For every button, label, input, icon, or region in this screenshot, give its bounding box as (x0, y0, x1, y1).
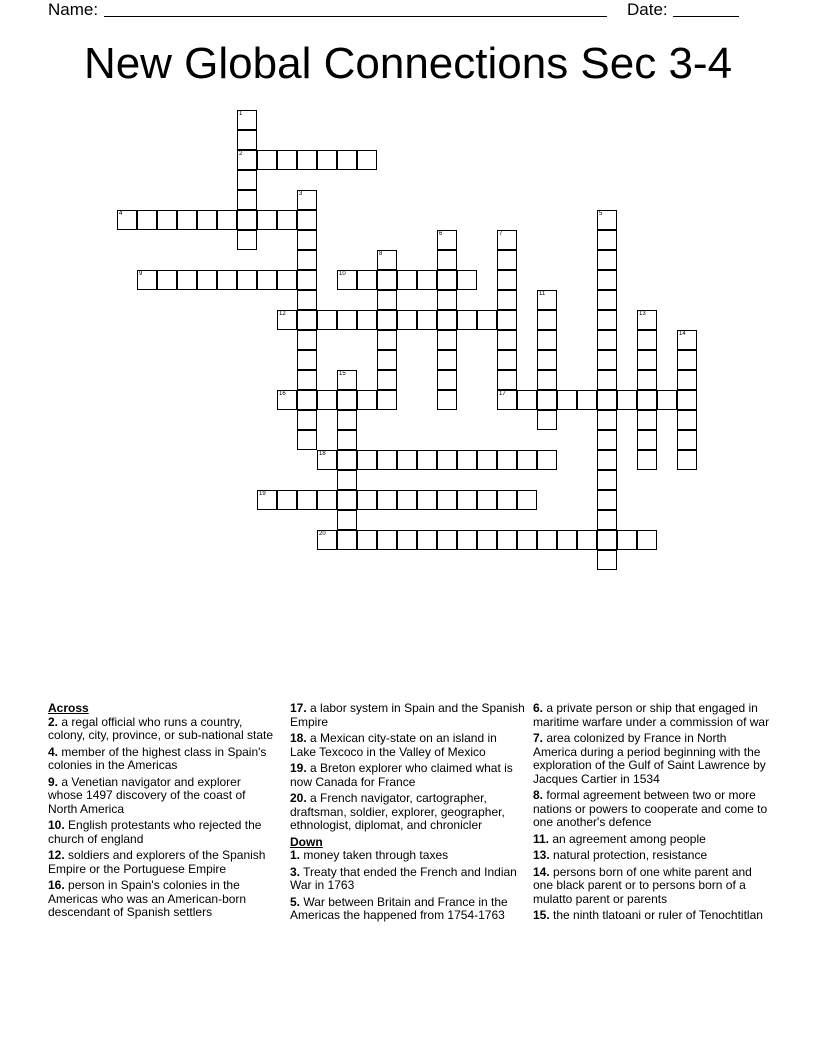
crossword-cell[interactable] (337, 310, 357, 330)
crossword-cell[interactable] (237, 170, 257, 190)
crossword-cell[interactable] (677, 370, 697, 390)
crossword-cell[interactable] (337, 410, 357, 430)
clue-down-7: 7. area colonized by France in North America during a period beginning with the exploration of the Gulf of Saint Lawrence by Jacques Cartier in 1534 (533, 731, 766, 786)
crossword-cell[interactable] (677, 390, 697, 410)
crossword-cell[interactable] (597, 550, 617, 570)
clue-down-14: 14. persons born of one white parent and one black parent or to persons born of a mulatto parent or parents (533, 864, 752, 906)
crossword-cell[interactable] (437, 350, 457, 370)
clue-down-6: 6. a private person or ship that engaged in maritime warfare under a commission of war (533, 701, 770, 729)
crossword-cell[interactable] (497, 310, 517, 330)
crossword-cell[interactable] (597, 230, 617, 250)
crossword-cell[interactable] (497, 250, 517, 270)
crossword-cell[interactable] (357, 390, 377, 410)
clue-down-1: 1. money taken through taxes (290, 848, 449, 862)
crossword-cell[interactable] (477, 450, 497, 470)
clue-down-13: 13. natural protection, resistance (533, 848, 708, 862)
crossword-cell[interactable] (597, 330, 617, 350)
crossword-cell[interactable] (337, 450, 357, 470)
clue-down-15: 15. the ninth tlatoani or ruler of Tenochtitlan (533, 908, 763, 922)
crossword-cell[interactable] (377, 310, 397, 330)
crossword-cell[interactable] (417, 450, 437, 470)
crossword-cell[interactable] (597, 290, 617, 310)
crossword-cell[interactable] (217, 210, 237, 230)
crossword-cell[interactable] (577, 530, 597, 550)
crossword-cell[interactable] (157, 270, 177, 290)
crossword-cell[interactable] (377, 350, 397, 370)
crossword-cell[interactable] (337, 470, 357, 490)
crossword-cell[interactable] (237, 130, 257, 150)
crossword-cell[interactable] (137, 270, 157, 290)
clue-number: 12 (279, 311, 286, 317)
crossword-cell[interactable] (237, 270, 257, 290)
clue-number: 14 (679, 331, 686, 337)
clue-across-17: 17. a labor system in Spain and the Spanish Empire (290, 701, 525, 729)
crossword-cell[interactable] (517, 390, 537, 410)
crossword-cell[interactable] (337, 490, 357, 510)
crossword-cell[interactable] (517, 490, 537, 510)
crossword-cell[interactable] (297, 390, 317, 410)
crossword-cell[interactable] (397, 530, 417, 550)
crossword-cell[interactable] (357, 150, 377, 170)
across-heading: Across (48, 701, 89, 715)
crossword-cell[interactable] (257, 270, 277, 290)
clue-across-20: 20. a French navigator, cartographer, draftsman, soldier, explorer, geographer, ethnologist, diplomat, and chronicler (290, 791, 505, 832)
crossword-cell[interactable] (597, 530, 617, 550)
crossword-cell[interactable] (277, 150, 297, 170)
crossword-cell[interactable] (197, 270, 217, 290)
clue-number: 1 (239, 111, 243, 117)
crossword-cell[interactable] (677, 430, 697, 450)
crossword-cell[interactable] (397, 310, 417, 330)
crossword-cell[interactable] (237, 150, 257, 170)
crossword-cell[interactable] (397, 270, 417, 290)
clue-down-5: 5. War between Britain and France in the Americas the happened from 1754-1763 (290, 894, 508, 922)
clue-number: 2 (239, 151, 243, 157)
crossword-cell[interactable] (137, 210, 157, 230)
clue-number: 15 (339, 371, 346, 377)
clue-across-12: 12. soldiers and explorers of the Spanish Empire or the Portuguese Empire (48, 848, 266, 876)
crossword-cell[interactable] (337, 370, 357, 390)
crossword-cell[interactable] (377, 290, 397, 310)
crossword-cell[interactable] (437, 310, 457, 330)
crossword-cell[interactable] (177, 270, 197, 290)
crossword-cell[interactable] (297, 190, 317, 210)
crossword-cell[interactable] (377, 370, 397, 390)
crossword-cell[interactable] (437, 370, 457, 390)
clue-number: 17 (499, 391, 506, 397)
crossword-cell[interactable] (437, 330, 457, 350)
crossword-cell[interactable] (577, 390, 597, 410)
crossword-cell[interactable] (477, 490, 497, 510)
crossword-cell[interactable] (537, 390, 557, 410)
crossword-cell[interactable] (377, 450, 397, 470)
crossword-cell[interactable] (537, 530, 557, 550)
crossword-cell[interactable] (657, 390, 677, 410)
crossword-cell[interactable] (217, 270, 237, 290)
crossword-cell[interactable] (197, 210, 217, 230)
crossword-cell[interactable] (497, 290, 517, 310)
crossword-cell[interactable] (337, 270, 357, 290)
crossword-cell[interactable] (457, 450, 477, 470)
crossword-cell[interactable] (457, 310, 477, 330)
crossword-cell[interactable] (397, 490, 417, 510)
crossword-cell[interactable] (297, 410, 317, 430)
crossword-cell[interactable] (437, 290, 457, 310)
crossword-cell[interactable] (297, 350, 317, 370)
crossword-cell[interactable] (597, 410, 617, 430)
crossword-cell[interactable] (497, 270, 517, 290)
clue-number: 4 (119, 211, 123, 217)
crossword-cell[interactable] (377, 330, 397, 350)
clue-across-18: 18. a Mexican city-state on an island in Lake Texcoco in the Valley of Mexico (290, 731, 497, 759)
clue-down-11: 11. an agreement among people (533, 831, 706, 846)
crossword-cell[interactable] (317, 530, 337, 550)
crossword-cell[interactable] (457, 270, 477, 290)
page-title: New Global Connections Sec 3-4 (83, 39, 733, 88)
crossword-cell[interactable] (317, 450, 337, 470)
date-label: Date: (627, 0, 668, 19)
crossword-cell[interactable] (257, 490, 277, 510)
clue-across-10: 10. English protestants who rejected the church of england (48, 818, 262, 846)
crossword-cell[interactable] (297, 490, 317, 510)
crossword-cell[interactable] (677, 410, 697, 430)
clue-number: 8 (379, 251, 383, 257)
crossword-cell[interactable] (277, 490, 297, 510)
crossword-cell[interactable] (397, 450, 417, 470)
crossword-cell[interactable] (337, 150, 357, 170)
clue-across-9: 9. a Venetian navigator and explorer whose 1497 discovery of the coast of North America (48, 774, 246, 816)
crossword-cell[interactable] (417, 310, 437, 330)
crossword-cell[interactable] (437, 530, 457, 550)
crossword-cell[interactable] (637, 390, 657, 410)
crossword-cell[interactable] (637, 450, 657, 470)
crossword-cell[interactable] (237, 190, 257, 210)
crossword-cell[interactable] (497, 330, 517, 350)
clue-number: 20 (319, 531, 326, 537)
crossword-cell[interactable] (597, 270, 617, 290)
crossword-cell[interactable] (297, 230, 317, 250)
crossword-cell[interactable] (437, 490, 457, 510)
crossword-cell[interactable] (297, 270, 317, 290)
crossword-cell[interactable] (537, 370, 557, 390)
crossword-cell[interactable] (317, 310, 337, 330)
clue-number: 19 (259, 491, 266, 497)
crossword-cell[interactable] (317, 150, 337, 170)
crossword-cell[interactable] (497, 490, 517, 510)
crossword-cell[interactable] (377, 270, 397, 290)
crossword-cell[interactable] (317, 490, 337, 510)
crossword-cell[interactable] (497, 350, 517, 370)
crossword-cell[interactable] (677, 330, 697, 350)
crossword-cell[interactable] (597, 450, 617, 470)
crossword-cell[interactable] (617, 390, 637, 410)
clue-number: 7 (499, 231, 503, 237)
crossword-cell[interactable] (597, 510, 617, 530)
crossword-cell[interactable] (297, 150, 317, 170)
crossword-cell[interactable] (437, 250, 457, 270)
crossword-cell[interactable] (497, 370, 517, 390)
crossword-cell[interactable] (537, 290, 557, 310)
crossword-cell[interactable] (417, 270, 437, 290)
crossword-cell[interactable] (637, 310, 657, 330)
crossword-cell[interactable] (597, 430, 617, 450)
crossword-cell[interactable] (557, 390, 577, 410)
crossword-cell[interactable] (337, 510, 357, 530)
crossword-cell[interactable] (637, 410, 657, 430)
crossword-cell[interactable] (637, 330, 657, 350)
crossword-cell[interactable] (257, 210, 277, 230)
crossword-cell[interactable] (597, 310, 617, 330)
clue-number: 11 (539, 291, 546, 297)
crossword-cell[interactable] (617, 530, 637, 550)
name-label: Name: (48, 0, 99, 19)
crossword-cell[interactable] (637, 530, 657, 550)
crossword-cell[interactable] (297, 210, 317, 230)
crossword-cell[interactable] (457, 490, 477, 510)
clue-across-2: 2. a regal official who runs a country, colony, city, province, or sub-national state (48, 714, 273, 742)
crossword-cell[interactable] (357, 490, 377, 510)
crossword-cell[interactable] (477, 310, 497, 330)
crossword-cell[interactable] (597, 470, 617, 490)
crossword-cell[interactable] (297, 290, 317, 310)
clue-number: 6 (439, 231, 443, 237)
crossword-cell[interactable] (277, 310, 297, 330)
crossword-cell[interactable] (297, 310, 317, 330)
crossword-cell[interactable] (597, 210, 617, 230)
crossword-cell[interactable] (297, 430, 317, 450)
down-heading: Down (290, 834, 323, 849)
crossword-cell[interactable] (297, 330, 317, 350)
clue-across-4: 4. member of the highest class in Spain's colonies in the Americas (48, 744, 267, 772)
crossword-cell[interactable] (177, 210, 197, 230)
crossword-cell[interactable] (277, 270, 297, 290)
clues-column-2 (290, 702, 526, 926)
clue-number: 3 (299, 191, 303, 197)
crossword-cell[interactable] (277, 390, 297, 410)
crossword-cell[interactable] (437, 390, 457, 410)
clue-number: 18 (319, 451, 326, 457)
crossword-cell[interactable] (597, 250, 617, 270)
crossword-cell[interactable] (237, 230, 257, 250)
clue-across-19: 19. a Breton explorer who claimed what is now Canada for France (290, 761, 513, 789)
crossword-cell[interactable] (337, 430, 357, 450)
clues-column-3 (533, 702, 773, 926)
crossword-cell[interactable] (377, 250, 397, 270)
crossword-cell[interactable] (597, 490, 617, 510)
crossword-cell[interactable] (497, 390, 517, 410)
crossword-cell[interactable] (377, 530, 397, 550)
crossword-cell[interactable] (277, 210, 297, 230)
crossword-cell[interactable] (477, 530, 497, 550)
crossword-cell[interactable] (297, 250, 317, 270)
crossword-cell[interactable] (597, 390, 617, 410)
crossword-cell[interactable] (437, 270, 457, 290)
crossword-cell[interactable] (497, 230, 517, 250)
crossword-cell[interactable] (537, 310, 557, 330)
crossword-cell[interactable] (637, 370, 657, 390)
crossword-cell[interactable] (417, 490, 437, 510)
crossword-cell[interactable] (497, 450, 517, 470)
crossword-cell[interactable] (357, 530, 377, 550)
clue-down-3: 3. Treaty that ended the French and Indian War in 1763 (290, 864, 517, 892)
clue-number: 5 (599, 211, 603, 217)
crossword-cell[interactable] (537, 330, 557, 350)
crossword-cell[interactable] (377, 490, 397, 510)
crossword-cell[interactable] (337, 530, 357, 550)
crossword-cell[interactable] (377, 390, 397, 410)
crossword-cell[interactable] (637, 430, 657, 450)
crossword-cell[interactable] (537, 450, 557, 470)
crossword-cell[interactable] (677, 450, 697, 470)
crossword-cell[interactable] (677, 350, 697, 370)
clue-number: 9 (139, 271, 143, 277)
crossword-cell[interactable] (357, 450, 377, 470)
crossword-cell[interactable] (557, 530, 577, 550)
crossword-cell[interactable] (317, 390, 337, 410)
crossword-cell[interactable] (117, 210, 137, 230)
crossword-cell[interactable] (517, 530, 537, 550)
clue-number: 10 (339, 271, 346, 277)
clue-across-16: 16. person in Spain's colonies in the Americas who was an American-born descendant of Spanish settlers (48, 878, 247, 919)
clues-column-1 (48, 702, 276, 923)
crossword-cell[interactable] (437, 230, 457, 250)
crossword-cell[interactable] (497, 530, 517, 550)
clue-down-8: 8. formal agreement between two or more nations or powers to cooperate and come to one another's defence (533, 788, 768, 829)
crossword-cell[interactable] (457, 530, 477, 550)
crossword-cell[interactable] (517, 450, 537, 470)
crossword-cell[interactable] (297, 370, 317, 390)
crossword-cell[interactable] (417, 530, 437, 550)
clue-number: 16 (279, 391, 286, 397)
crossword-cell[interactable] (597, 370, 617, 390)
crossword-cell[interactable] (357, 270, 377, 290)
crossword-cell[interactable] (237, 110, 257, 130)
crossword-cell[interactable] (157, 210, 177, 230)
clue-number: 13 (639, 311, 646, 317)
crossword-cell[interactable] (337, 390, 357, 410)
crossword-cell[interactable] (437, 450, 457, 470)
crossword-cell[interactable] (537, 410, 557, 430)
crossword-cell[interactable] (637, 350, 657, 370)
crossword-cell[interactable] (537, 350, 557, 370)
crossword-cell[interactable] (257, 150, 277, 170)
crossword-cell[interactable] (357, 310, 377, 330)
crossword-cell[interactable] (237, 210, 257, 230)
crossword-cell[interactable] (597, 350, 617, 370)
